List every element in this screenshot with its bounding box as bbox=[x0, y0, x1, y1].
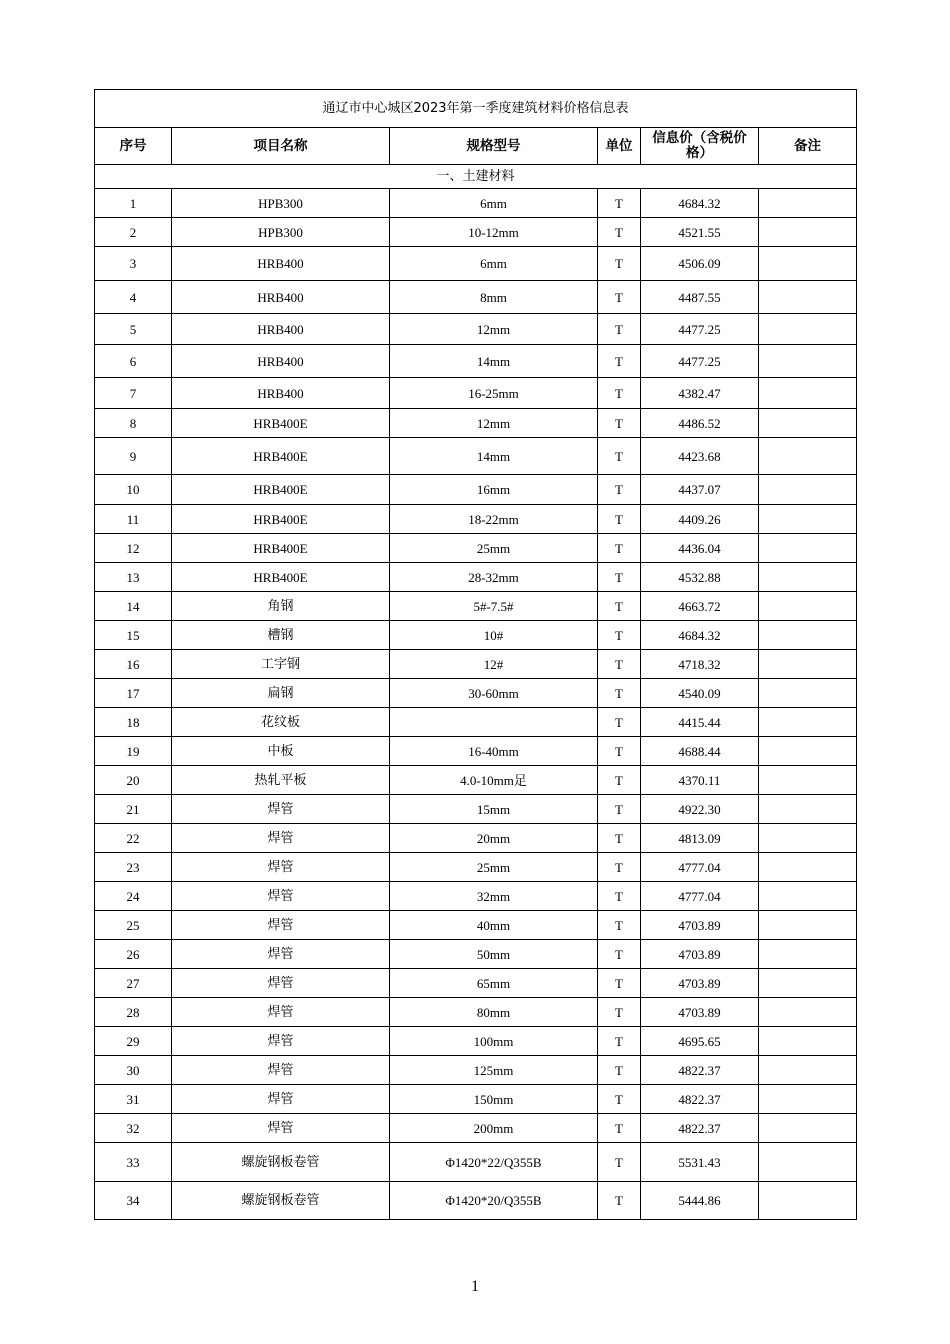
cell-spec: 4.0-10mm足 bbox=[390, 766, 598, 795]
table-row bbox=[95, 824, 857, 853]
cell-remark bbox=[759, 281, 857, 314]
cell-seq: 6 bbox=[95, 345, 172, 378]
cell-remark bbox=[759, 534, 857, 563]
cell-seq: 21 bbox=[95, 795, 172, 824]
cell-remark bbox=[759, 795, 857, 824]
cell-price: 4506.09 bbox=[641, 247, 759, 281]
cell-remark bbox=[759, 969, 857, 998]
cell-seq: 11 bbox=[95, 505, 172, 534]
table-row bbox=[95, 882, 857, 911]
cell-remark bbox=[759, 998, 857, 1027]
cell-price: 4409.26 bbox=[641, 505, 759, 534]
cell-price: 4922.30 bbox=[641, 795, 759, 824]
cell-unit: T bbox=[598, 1056, 641, 1085]
cell-remark bbox=[759, 563, 857, 592]
cell-seq: 17 bbox=[95, 679, 172, 708]
cell-name: HRB400E bbox=[172, 563, 390, 592]
cell-seq: 28 bbox=[95, 998, 172, 1027]
cell-remark bbox=[759, 345, 857, 378]
cell-name: 焊管 bbox=[172, 998, 390, 1027]
cell-unit: T bbox=[598, 281, 641, 314]
table-row bbox=[95, 534, 857, 563]
cell-remark bbox=[759, 679, 857, 708]
table-row bbox=[95, 737, 857, 766]
cell-seq: 32 bbox=[95, 1114, 172, 1143]
cell-unit: T bbox=[598, 1114, 641, 1143]
cell-seq: 5 bbox=[95, 314, 172, 345]
cell-name: 焊管 bbox=[172, 882, 390, 911]
cell-spec: 20mm bbox=[390, 824, 598, 853]
cell-remark bbox=[759, 911, 857, 940]
cell-seq: 9 bbox=[95, 438, 172, 475]
cell-spec: 25mm bbox=[390, 853, 598, 882]
cell-price: 4718.32 bbox=[641, 650, 759, 679]
cell-unit: T bbox=[598, 378, 641, 409]
cell-price: 4532.88 bbox=[641, 563, 759, 592]
cell-name: 焊管 bbox=[172, 853, 390, 882]
cell-name: 焊管 bbox=[172, 824, 390, 853]
cell-name: 中板 bbox=[172, 737, 390, 766]
cell-remark bbox=[759, 882, 857, 911]
cell-price: 4777.04 bbox=[641, 882, 759, 911]
cell-unit: T bbox=[598, 505, 641, 534]
cell-name: HRB400E bbox=[172, 409, 390, 438]
cell-unit: T bbox=[598, 563, 641, 592]
cell-seq: 12 bbox=[95, 534, 172, 563]
cell-seq: 29 bbox=[95, 1027, 172, 1056]
cell-remark bbox=[759, 438, 857, 475]
table-row bbox=[95, 281, 857, 314]
cell-remark bbox=[759, 853, 857, 882]
cell-name: HRB400 bbox=[172, 345, 390, 378]
cell-remark bbox=[759, 475, 857, 505]
cell-spec: 12mm bbox=[390, 314, 598, 345]
cell-unit: T bbox=[598, 218, 641, 247]
cell-spec: 16mm bbox=[390, 475, 598, 505]
cell-name: HRB400E bbox=[172, 505, 390, 534]
cell-seq: 8 bbox=[95, 409, 172, 438]
cell-unit: T bbox=[598, 475, 641, 505]
table-row bbox=[95, 1027, 857, 1056]
cell-unit: T bbox=[598, 650, 641, 679]
cell-spec: 15mm bbox=[390, 795, 598, 824]
cell-spec: 6mm bbox=[390, 247, 598, 281]
table-row bbox=[95, 1143, 857, 1182]
cell-name: 焊管 bbox=[172, 1056, 390, 1085]
table-row bbox=[95, 795, 857, 824]
cell-spec: 10# bbox=[390, 621, 598, 650]
cell-seq: 24 bbox=[95, 882, 172, 911]
cell-remark bbox=[759, 314, 857, 345]
table-row bbox=[95, 438, 857, 475]
cell-unit: T bbox=[598, 679, 641, 708]
cell-remark bbox=[759, 592, 857, 621]
cell-spec: 200mm bbox=[390, 1114, 598, 1143]
cell-seq: 3 bbox=[95, 247, 172, 281]
cell-spec: 6mm bbox=[390, 189, 598, 218]
cell-name: 焊管 bbox=[172, 1027, 390, 1056]
cell-spec: 150mm bbox=[390, 1085, 598, 1114]
table-row bbox=[95, 189, 857, 218]
cell-price: 4813.09 bbox=[641, 824, 759, 853]
cell-unit: T bbox=[598, 824, 641, 853]
cell-name: 螺旋钢板卷管 bbox=[172, 1143, 390, 1182]
cell-remark bbox=[759, 505, 857, 534]
cell-spec: 30-60mm bbox=[390, 679, 598, 708]
cell-remark bbox=[759, 824, 857, 853]
cell-unit: T bbox=[598, 795, 641, 824]
cell-seq: 7 bbox=[95, 378, 172, 409]
cell-price: 4703.89 bbox=[641, 940, 759, 969]
cell-remark bbox=[759, 409, 857, 438]
cell-spec: Φ1420*20/Q355B bbox=[390, 1182, 598, 1220]
cell-spec: 14mm bbox=[390, 438, 598, 475]
cell-price: 4437.07 bbox=[641, 475, 759, 505]
cell-price: 5444.86 bbox=[641, 1182, 759, 1220]
cell-unit: T bbox=[598, 1027, 641, 1056]
table-row bbox=[95, 218, 857, 247]
cell-price: 4415.44 bbox=[641, 708, 759, 737]
cell-seq: 14 bbox=[95, 592, 172, 621]
cell-price: 4822.37 bbox=[641, 1056, 759, 1085]
cell-seq: 1 bbox=[95, 189, 172, 218]
table-title: 通辽市中心城区2023年第一季度建筑材料价格信息表 bbox=[95, 90, 857, 128]
cell-spec: 14mm bbox=[390, 345, 598, 378]
table-row bbox=[95, 1182, 857, 1220]
cell-unit: T bbox=[598, 708, 641, 737]
cell-unit: T bbox=[598, 998, 641, 1027]
cell-name: 热轧平板 bbox=[172, 766, 390, 795]
cell-remark bbox=[759, 1143, 857, 1182]
cell-unit: T bbox=[598, 882, 641, 911]
cell-spec: 65mm bbox=[390, 969, 598, 998]
cell-remark bbox=[759, 1027, 857, 1056]
cell-name: 焊管 bbox=[172, 795, 390, 824]
cell-name: 螺旋钢板卷管 bbox=[172, 1182, 390, 1220]
header-name: 项目名称 bbox=[172, 128, 390, 165]
table-row bbox=[95, 621, 857, 650]
cell-remark bbox=[759, 378, 857, 409]
cell-remark bbox=[759, 737, 857, 766]
cell-seq: 13 bbox=[95, 563, 172, 592]
table-row bbox=[95, 766, 857, 795]
cell-name: HRB400E bbox=[172, 534, 390, 563]
cell-unit: T bbox=[598, 1143, 641, 1182]
cell-unit: T bbox=[598, 438, 641, 475]
header-remark: 备注 bbox=[759, 128, 857, 165]
cell-seq: 26 bbox=[95, 940, 172, 969]
cell-spec: 40mm bbox=[390, 911, 598, 940]
page-number: 1 bbox=[471, 1278, 479, 1295]
cell-name: HPB300 bbox=[172, 189, 390, 218]
table-row bbox=[95, 345, 857, 378]
table-row bbox=[95, 409, 857, 438]
cell-remark bbox=[759, 189, 857, 218]
cell-name: HRB400E bbox=[172, 475, 390, 505]
table-row bbox=[95, 650, 857, 679]
cell-spec: 80mm bbox=[390, 998, 598, 1027]
table-body bbox=[95, 189, 857, 1220]
cell-price: 4703.89 bbox=[641, 911, 759, 940]
cell-price: 4663.72 bbox=[641, 592, 759, 621]
cell-price: 4822.37 bbox=[641, 1085, 759, 1114]
cell-spec: 16-40mm bbox=[390, 737, 598, 766]
cell-seq: 2 bbox=[95, 218, 172, 247]
cell-name: HRB400 bbox=[172, 378, 390, 409]
cell-seq: 27 bbox=[95, 969, 172, 998]
cell-price: 4487.55 bbox=[641, 281, 759, 314]
table-row bbox=[95, 853, 857, 882]
cell-spec: 18-22mm bbox=[390, 505, 598, 534]
cell-name: HRB400E bbox=[172, 438, 390, 475]
table-row bbox=[95, 475, 857, 505]
cell-seq: 33 bbox=[95, 1143, 172, 1182]
table-row bbox=[95, 998, 857, 1027]
cell-unit: T bbox=[598, 189, 641, 218]
cell-spec: 12# bbox=[390, 650, 598, 679]
section-heading: 一、土建材料 bbox=[95, 165, 857, 189]
cell-seq: 22 bbox=[95, 824, 172, 853]
table-row bbox=[95, 505, 857, 534]
cell-spec bbox=[390, 708, 598, 737]
cell-price: 5531.43 bbox=[641, 1143, 759, 1182]
cell-remark bbox=[759, 621, 857, 650]
cell-name: 角钢 bbox=[172, 592, 390, 621]
cell-price: 4382.47 bbox=[641, 378, 759, 409]
table-row bbox=[95, 314, 857, 345]
cell-remark bbox=[759, 1056, 857, 1085]
cell-remark bbox=[759, 940, 857, 969]
cell-spec: 125mm bbox=[390, 1056, 598, 1085]
cell-name: 焊管 bbox=[172, 940, 390, 969]
cell-price: 4822.37 bbox=[641, 1114, 759, 1143]
cell-spec: 12mm bbox=[390, 409, 598, 438]
table-row bbox=[95, 378, 857, 409]
table-row bbox=[95, 1114, 857, 1143]
cell-seq: 10 bbox=[95, 475, 172, 505]
header-seq: 序号 bbox=[95, 128, 172, 165]
cell-unit: T bbox=[598, 1182, 641, 1220]
table-row bbox=[95, 563, 857, 592]
cell-name: 焊管 bbox=[172, 1114, 390, 1143]
cell-name: 槽钢 bbox=[172, 621, 390, 650]
cell-price: 4703.89 bbox=[641, 969, 759, 998]
cell-spec: 25mm bbox=[390, 534, 598, 563]
header-price: 信息价（含税价格） bbox=[641, 128, 759, 165]
cell-spec: 10-12mm bbox=[390, 218, 598, 247]
cell-name: 焊管 bbox=[172, 1085, 390, 1114]
cell-unit: T bbox=[598, 940, 641, 969]
cell-remark bbox=[759, 218, 857, 247]
cell-spec: 16-25mm bbox=[390, 378, 598, 409]
cell-name: HPB300 bbox=[172, 218, 390, 247]
header-spec: 规格型号 bbox=[390, 128, 598, 165]
cell-spec: 8mm bbox=[390, 281, 598, 314]
table-row bbox=[95, 1056, 857, 1085]
cell-unit: T bbox=[598, 766, 641, 795]
cell-name: 花纹板 bbox=[172, 708, 390, 737]
cell-name: HRB400 bbox=[172, 314, 390, 345]
cell-remark bbox=[759, 1085, 857, 1114]
cell-seq: 34 bbox=[95, 1182, 172, 1220]
cell-spec: 50mm bbox=[390, 940, 598, 969]
cell-name: HRB400 bbox=[172, 281, 390, 314]
cell-price: 4684.32 bbox=[641, 189, 759, 218]
cell-unit: T bbox=[598, 853, 641, 882]
cell-unit: T bbox=[598, 737, 641, 766]
cell-unit: T bbox=[598, 592, 641, 621]
table-row bbox=[95, 708, 857, 737]
table-row bbox=[95, 1085, 857, 1114]
cell-spec: 28-32mm bbox=[390, 563, 598, 592]
cell-unit: T bbox=[598, 911, 641, 940]
cell-price: 4684.32 bbox=[641, 621, 759, 650]
cell-unit: T bbox=[598, 534, 641, 563]
cell-remark bbox=[759, 708, 857, 737]
cell-seq: 20 bbox=[95, 766, 172, 795]
cell-seq: 18 bbox=[95, 708, 172, 737]
cell-seq: 31 bbox=[95, 1085, 172, 1114]
cell-spec: 32mm bbox=[390, 882, 598, 911]
table-row bbox=[95, 247, 857, 281]
cell-price: 4436.04 bbox=[641, 534, 759, 563]
cell-price: 4777.04 bbox=[641, 853, 759, 882]
cell-price: 4521.55 bbox=[641, 218, 759, 247]
cell-spec: 100mm bbox=[390, 1027, 598, 1056]
cell-seq: 4 bbox=[95, 281, 172, 314]
cell-name: 扁钢 bbox=[172, 679, 390, 708]
cell-remark bbox=[759, 247, 857, 281]
table-row bbox=[95, 969, 857, 998]
cell-seq: 19 bbox=[95, 737, 172, 766]
cell-seq: 25 bbox=[95, 911, 172, 940]
table-row bbox=[95, 592, 857, 621]
cell-price: 4688.44 bbox=[641, 737, 759, 766]
cell-remark bbox=[759, 1114, 857, 1143]
cell-unit: T bbox=[598, 314, 641, 345]
cell-price: 4477.25 bbox=[641, 345, 759, 378]
cell-name: HRB400 bbox=[172, 247, 390, 281]
cell-seq: 30 bbox=[95, 1056, 172, 1085]
cell-spec: 5#-7.5# bbox=[390, 592, 598, 621]
cell-price: 4703.89 bbox=[641, 998, 759, 1027]
cell-remark bbox=[759, 766, 857, 795]
cell-remark bbox=[759, 650, 857, 679]
cell-remark bbox=[759, 1182, 857, 1220]
cell-seq: 15 bbox=[95, 621, 172, 650]
cell-price: 4486.52 bbox=[641, 409, 759, 438]
cell-seq: 23 bbox=[95, 853, 172, 882]
table-row bbox=[95, 679, 857, 708]
cell-price: 4423.68 bbox=[641, 438, 759, 475]
cell-price: 4695.65 bbox=[641, 1027, 759, 1056]
price-table bbox=[94, 89, 857, 1220]
cell-price: 4477.25 bbox=[641, 314, 759, 345]
cell-spec: Φ1420*22/Q355B bbox=[390, 1143, 598, 1182]
cell-unit: T bbox=[598, 1085, 641, 1114]
cell-unit: T bbox=[598, 247, 641, 281]
cell-price: 4370.11 bbox=[641, 766, 759, 795]
cell-price: 4540.09 bbox=[641, 679, 759, 708]
header-unit: 单位 bbox=[598, 128, 641, 165]
table-row bbox=[95, 940, 857, 969]
cell-name: 焊管 bbox=[172, 911, 390, 940]
cell-unit: T bbox=[598, 969, 641, 998]
cell-seq: 16 bbox=[95, 650, 172, 679]
cell-unit: T bbox=[598, 345, 641, 378]
cell-name: 焊管 bbox=[172, 969, 390, 998]
cell-unit: T bbox=[598, 621, 641, 650]
cell-unit: T bbox=[598, 409, 641, 438]
table-row bbox=[95, 911, 857, 940]
cell-name: 工字钢 bbox=[172, 650, 390, 679]
